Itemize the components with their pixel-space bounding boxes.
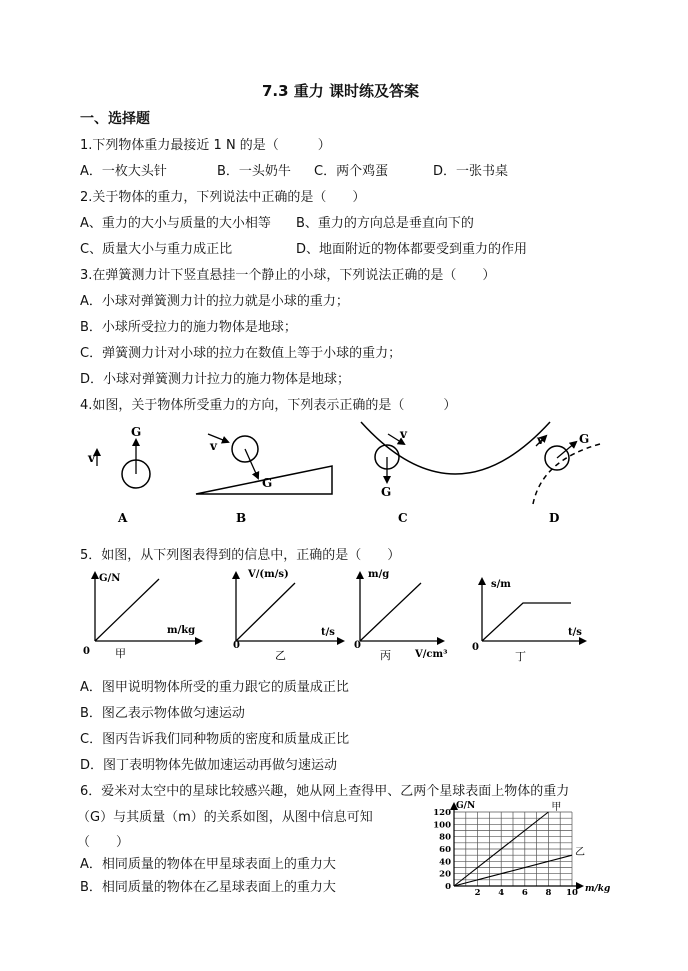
q1-option-b: B．一头奶牛	[217, 164, 291, 179]
gravity-arrow-d	[557, 442, 576, 458]
graph-yi-line	[236, 583, 295, 641]
graph-yi-origin: 0	[233, 640, 240, 651]
x-tick-label: 10	[566, 888, 578, 898]
chart-xlabel: m/kg	[585, 884, 611, 894]
y-tick-label: 20	[439, 869, 451, 880]
graph-jia-line	[95, 579, 159, 641]
q4-figure	[70, 418, 630, 530]
velocity-label-b: v	[210, 439, 217, 453]
x-tick-label: 2	[474, 888, 481, 898]
q5-option-b: B．图乙表示物体做匀速运动	[80, 706, 245, 721]
q6-stem-line1: 6．爱米对太空中的星球比较感兴趣，她从网上查得甲、乙两个星球表面上物体的重力	[80, 784, 570, 799]
velocity-label-d: v	[537, 433, 544, 447]
chart-ticks	[433, 808, 578, 898]
q1-stem: 1.下列物体重力最接近 1 N 的是（ ）	[80, 138, 331, 153]
graph-ding-xlabel: t/s	[568, 627, 582, 638]
diagram-label-a: A	[118, 511, 128, 525]
q2-option-b: B、重力的方向总是垂直向下的	[296, 216, 474, 231]
gravity-label-d: G	[579, 432, 590, 446]
graph-bing	[354, 569, 447, 662]
gravity-label-a: G	[131, 425, 142, 439]
q3-option-b: B．小球所受拉力的施力物体是地球；	[80, 320, 297, 335]
q5-stem: 5．如图，从下列图表得到的信息中，正确的是（ ）	[80, 548, 401, 563]
q1-option-c: C．两个鸡蛋	[314, 164, 389, 179]
q3-stem: 3.在弹簧测力计下竖直悬挂一个静止的小球，下列说法正确的是（ ）	[80, 268, 496, 283]
q4-stem: 4.如图，关于物体所受重力的方向，下列表示正确的是（ ）	[80, 398, 457, 413]
graph-ding-name: 丁	[515, 650, 526, 663]
diagram-b	[196, 434, 332, 525]
graph-jia-origin: 0	[83, 646, 90, 657]
q5-option-a: A．图甲说明物体所受的重力跟它的质量成正比	[80, 680, 349, 695]
graph-ding	[472, 579, 585, 663]
y-tick-label: 0	[445, 882, 451, 892]
y-tick-label: 40	[439, 857, 451, 868]
graph-yi-xlabel: t/s	[321, 627, 335, 638]
q5-option-c: C．图丙告诉我们同种物质的密度和质量成正比	[80, 732, 350, 747]
velocity-label-c: v	[400, 427, 407, 441]
x-tick-label: 4	[498, 888, 505, 898]
page-title: 7.3 重力 课时练及答案	[262, 82, 420, 100]
q2-option-a: A、重力的大小与质量的大小相等	[80, 216, 271, 231]
q5-figure	[75, 565, 595, 665]
diagram-label-b: B	[236, 511, 247, 525]
q6-stem-line2: （G）与其质量（m）的关系如图，从图中信息可知	[77, 810, 373, 825]
q1-option-a: A．一枚大头针	[80, 164, 167, 179]
graph-ding-line	[482, 603, 571, 641]
q2-option-c: C、质量大小与重力成正比	[80, 242, 233, 257]
q6-option-a: A．相同质量的物体在甲星球表面上的重力大	[80, 857, 336, 872]
gravity-label-c: G	[381, 485, 392, 499]
graph-yi	[233, 569, 343, 662]
graph-jia	[83, 573, 201, 660]
curved-track-c	[361, 422, 550, 474]
chart-grid	[454, 812, 572, 886]
graph-jia-xlabel: m/kg	[167, 625, 196, 636]
graph-ding-origin: 0	[472, 642, 479, 653]
q2-option-d: D、地面附近的物体都要受到重力的作用	[296, 242, 528, 257]
y-tick-label: 80	[439, 832, 451, 843]
y-tick-label: 120	[433, 808, 451, 818]
graph-bing-origin: 0	[354, 640, 361, 651]
section-heading: 一、选择题	[80, 111, 150, 127]
q6-stem-line3: （ ）	[77, 835, 130, 850]
chart-series	[454, 801, 585, 886]
graph-bing-name: 丙	[380, 649, 391, 662]
graph-yi-name: 乙	[275, 649, 286, 662]
chart-ylabel: G/N	[456, 801, 476, 811]
diagram-d	[533, 432, 600, 525]
diagram-label-c: C	[398, 511, 408, 525]
q2-stem: 2.关于物体的重力，下列说法中正确的是（ ）	[80, 190, 366, 205]
x-tick-label: 8	[545, 888, 552, 898]
q3-option-c: C．弹簧测力计对小球的拉力在数值上等于小球的重力；	[80, 346, 402, 361]
gravity-label-b: G	[262, 476, 273, 490]
graph-bing-line	[360, 583, 421, 641]
q6-option-b: B．相同质量的物体在乙星球表面上的重力大	[80, 880, 336, 895]
gravity-arrow-b	[245, 449, 258, 478]
q3-option-a: A．小球对弹簧测力计的拉力就是小球的重力；	[80, 294, 349, 309]
q1-option-d: D．一张书桌	[433, 164, 509, 179]
y-tick-label: 60	[439, 845, 451, 855]
diagram-c	[361, 422, 550, 525]
series-label-1: 乙	[575, 847, 585, 859]
graph-bing-xlabel: V/cm³	[415, 649, 448, 660]
series-label-0: 甲	[551, 802, 562, 813]
graph-jia-name: 甲	[115, 647, 126, 660]
diagram-a	[87, 425, 150, 525]
graph-jia-ylabel: G/N	[99, 573, 121, 584]
graph-yi-ylabel: V/(m/s)	[248, 569, 289, 580]
q5-option-d: D．图丁表明物体先做加速运动再做匀速运动	[80, 758, 338, 773]
graph-bing-ylabel: m/g	[368, 569, 390, 580]
diagram-label-d: D	[549, 511, 560, 525]
trajectory-d	[533, 444, 600, 504]
velocity-label-a: v	[88, 451, 95, 465]
x-tick-label: 6	[521, 888, 528, 898]
y-tick-label: 100	[433, 820, 451, 831]
q6-chart	[425, 798, 615, 902]
q3-option-d: D．小球对弹簧测力计拉力的施力物体是地球；	[80, 372, 351, 387]
graph-ding-ylabel: s/m	[491, 579, 511, 590]
